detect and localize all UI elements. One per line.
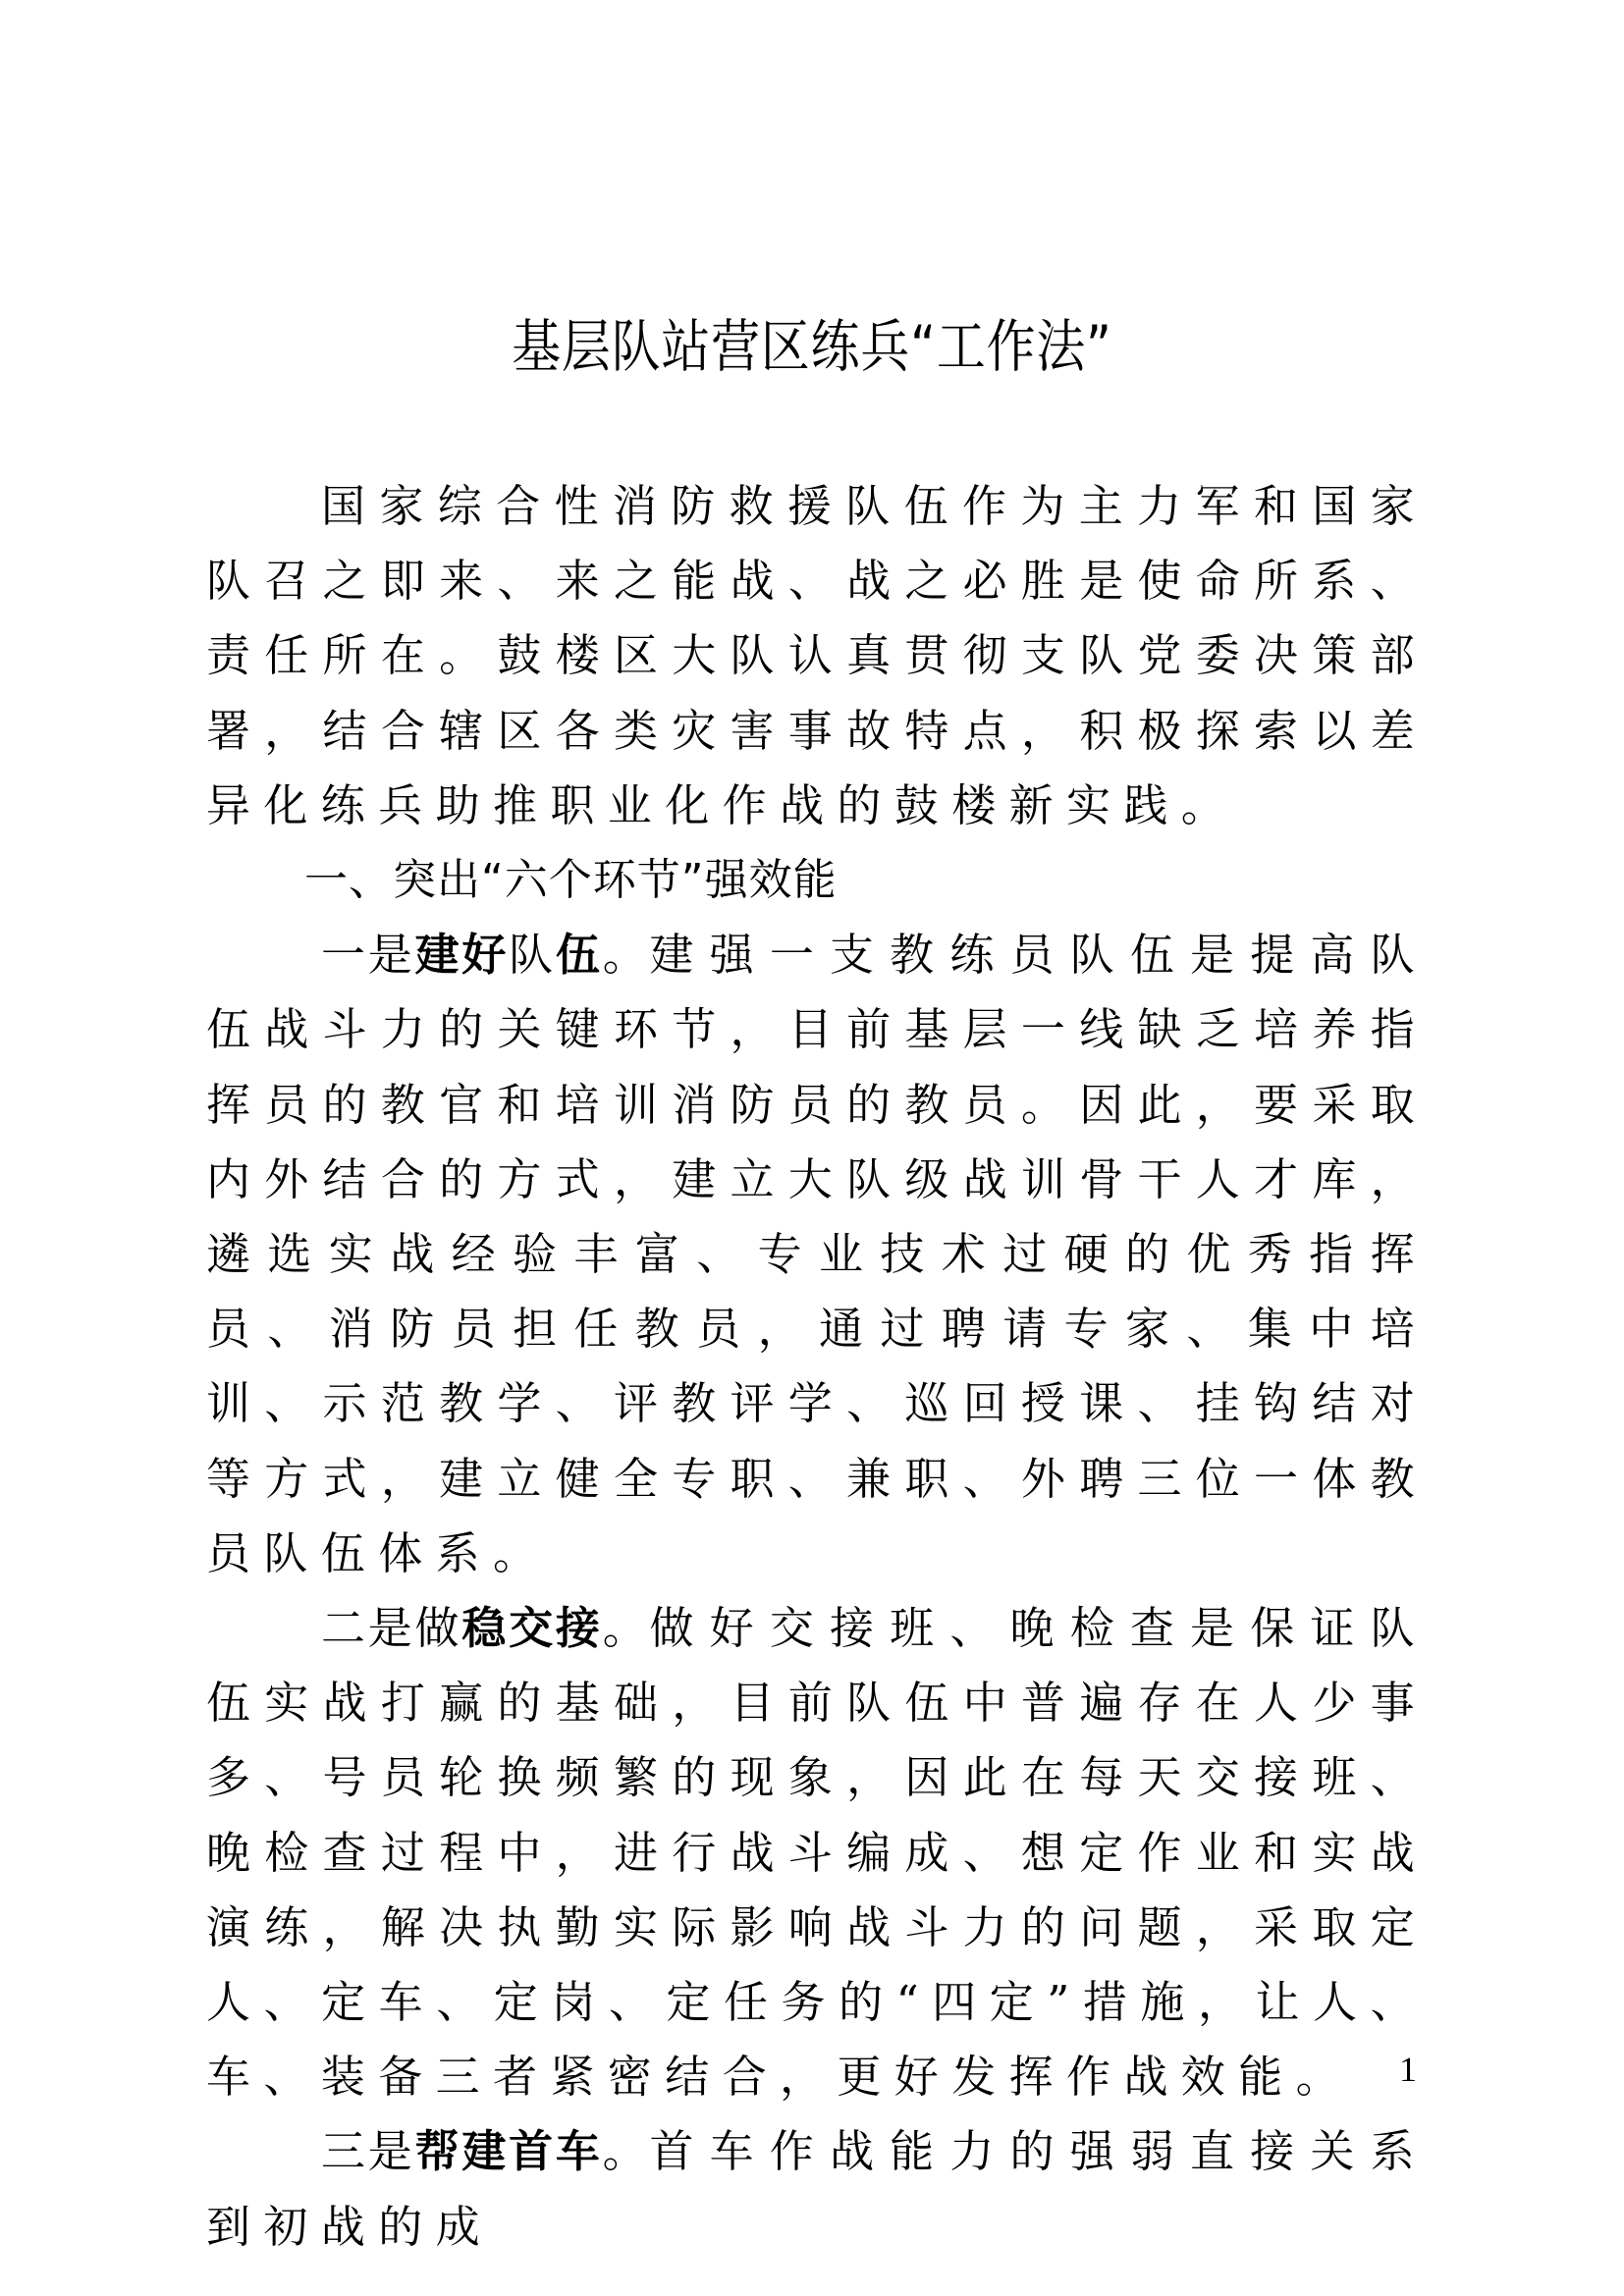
page-number: 1 xyxy=(1399,2050,1417,2089)
item-paragraph-1 xyxy=(206,918,1428,1591)
item-paragraph-3 xyxy=(206,2114,1428,2264)
item-paragraph-2 xyxy=(206,1591,1428,2114)
document-title: 基层队站营区练兵“工作法” xyxy=(512,313,1112,380)
item-text: 建强一支教练员队伍是提高队伍战斗力的关键环节，目前基层一线缺乏培养指挥员的教官和培训消防员的教员。因此，要采取内外结合的方式，建立大队级战训骨干人才库，遴选实战经验丰富、专业技术过硬的优秀指挥员、消防员担任教员，通过聘请专家、集中培训、示范教学、评教评学、巡回授课、挂钩结对等方式，建立健全专职、兼职、外聘三位一体教员队伍体系。 xyxy=(206,929,1428,1579)
item-lead-bold: 建好 xyxy=(414,929,510,982)
item-lead-end: 。 xyxy=(602,929,650,982)
section-heading: 一、突出“六个环节”强效能 xyxy=(304,855,838,906)
item-prefix: 一是 xyxy=(321,929,415,982)
item-prefix: 二是做 xyxy=(321,1602,462,1655)
item-prefix: 三是 xyxy=(321,2125,415,2178)
intro-paragraph: 国家综合性消防救援队伍作为主力军和国家队召之即来、来之能战、战之必胜是使命所系、责任所在。鼓楼区大队认真贯彻支队党委决策部署，结合辖区各类灾害事故特点，积极探索以差异化练兵助推职业化作战的鼓楼新实践。 xyxy=(206,480,1428,831)
item-lead-bold: 稳交接 xyxy=(461,1602,603,1655)
item-lead-end: 。 xyxy=(602,2125,650,2178)
document-body xyxy=(206,469,1428,2265)
item-lead-end: 。 xyxy=(602,1602,650,1655)
item-lead-light: 队 xyxy=(509,929,556,982)
item-lead-bold-2: 伍 xyxy=(555,929,603,982)
item-text: 做好交接班、晚检查是保证队伍实战打赢的基础，目前队伍中普遍存在人少事多、号员轮换频繁的现象，因此在每天交接班、晚检查过程中，进行战斗编成、想定作业和实战演练，解决执勤实际影响战斗力的问题，采取定人、定车、定岗、定任务的“四定”措施，让人、车、装备三者紧密结合，更好发挥作战效能。 xyxy=(206,1602,1428,2104)
item-lead-bold: 帮建首车 xyxy=(414,2125,603,2178)
item-text: 首车作战能力的强弱直接关系到初战的成 xyxy=(206,2125,1428,2253)
